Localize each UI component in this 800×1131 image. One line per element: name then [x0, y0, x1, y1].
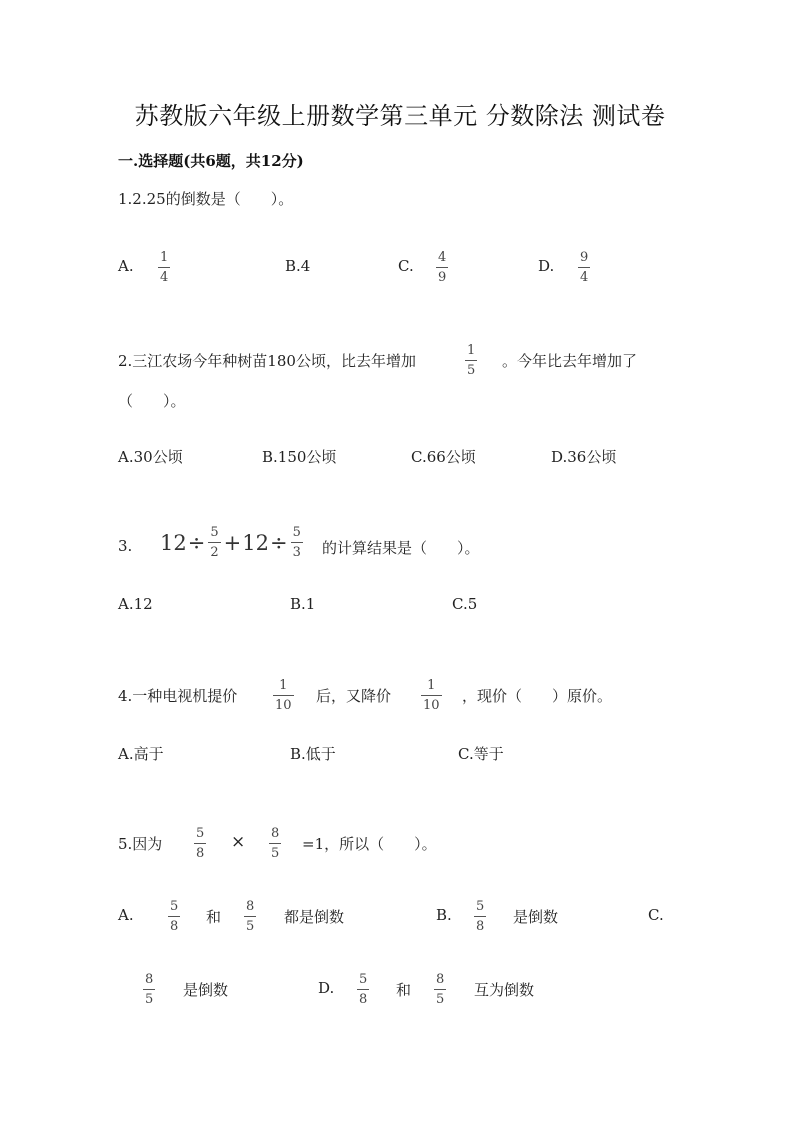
- denominator: 5: [436, 992, 445, 1007]
- q4-option-c: C.等于: [458, 745, 504, 763]
- q5-option-c-text: 是倒数: [183, 981, 229, 999]
- denominator: 8: [359, 992, 368, 1007]
- denominator: 8: [476, 919, 485, 934]
- q5-fraction-1: [194, 827, 206, 860]
- numerator: 4: [438, 250, 447, 265]
- section-heading: 一.选择题(共6题，共12分): [118, 152, 304, 170]
- denominator: 5: [271, 846, 280, 861]
- plus-sign: +: [223, 530, 242, 555]
- numerator: 8: [271, 826, 280, 841]
- q2-option-d: D.36公顷: [551, 448, 617, 466]
- numerator: 1: [160, 250, 169, 265]
- number-12: 12: [242, 530, 269, 555]
- denominator: 4: [580, 270, 589, 285]
- denominator: 5: [246, 919, 255, 934]
- denominator: 2: [210, 545, 219, 560]
- denominator: 5: [145, 992, 154, 1007]
- question-4-stem: 4.一种电视机提价: [118, 687, 238, 705]
- numerator: 8: [436, 972, 445, 987]
- q5-option-a-and: 和: [206, 908, 222, 926]
- q5-option-c-fraction: [143, 973, 155, 1006]
- q3-option-a: A.12: [118, 595, 153, 613]
- q2-fraction: [465, 344, 477, 377]
- numerator: 8: [246, 899, 255, 914]
- numerator: 8: [145, 972, 154, 987]
- question-2-stem: 2.三江农场今年种树苗180公顷，比去年增加: [118, 352, 416, 370]
- numerator: 5: [476, 899, 485, 914]
- question-2-stem-line2: （ ）。: [118, 392, 186, 410]
- q2-option-b: B.150公顷: [262, 448, 337, 466]
- question-2-stem-continued: 。今年比去年增加了: [502, 352, 638, 370]
- q5-option-d-text: 互为倒数: [474, 981, 535, 999]
- fraction-5-3: [291, 526, 303, 559]
- question-1-stem: 1.2.25的倒数是（ ）。: [118, 190, 294, 208]
- q1-option-c-fraction: [436, 251, 448, 284]
- q4-option-b: B.低于: [290, 745, 336, 763]
- q5-option-c-label: C.: [648, 906, 664, 924]
- numerator: 5: [170, 899, 179, 914]
- question-3-expression: [160, 526, 305, 559]
- numerator: 5: [210, 525, 219, 540]
- q1-option-c-label: C.: [398, 257, 414, 275]
- q5-option-d-fraction-2: [434, 973, 446, 1006]
- number-12: 12: [160, 530, 187, 555]
- denominator: 10: [275, 698, 292, 713]
- q1-option-b: B.4: [285, 257, 311, 275]
- numerator: 9: [580, 250, 589, 265]
- q5-option-b-fraction: [474, 900, 486, 933]
- q5-option-a-label: A.: [118, 906, 134, 924]
- denominator: 8: [196, 846, 205, 861]
- q2-option-a: A.30公顷: [118, 448, 183, 466]
- fraction-5-2: [208, 526, 220, 559]
- q5-option-b-text: 是倒数: [513, 908, 559, 926]
- q1-option-a-fraction: [158, 251, 170, 284]
- numerator: 1: [279, 678, 288, 693]
- denominator: 4: [160, 270, 169, 285]
- q3-option-b: B.1: [290, 595, 316, 613]
- q4-fraction-1: [273, 679, 294, 712]
- question-4-stem-post: ，现价（ ）原价。: [462, 687, 613, 705]
- denominator: 5: [467, 363, 476, 378]
- numerator: 1: [467, 343, 476, 358]
- q3-option-c: C.5: [452, 595, 478, 613]
- numerator: 1: [427, 678, 436, 693]
- q1-option-d-label: D.: [538, 257, 555, 275]
- q4-option-a: A.高于: [118, 745, 164, 763]
- denominator: 10: [423, 698, 440, 713]
- denominator: 3: [292, 545, 301, 560]
- question-4-stem-mid: 后，又降价: [316, 687, 392, 705]
- q2-option-c: C.66公顷: [411, 448, 476, 466]
- q5-option-a-fraction-1: [168, 900, 180, 933]
- q4-fraction-2: [421, 679, 442, 712]
- numerator: 5: [196, 826, 205, 841]
- question-3-number: 3.: [118, 537, 133, 555]
- denominator: 8: [170, 919, 179, 934]
- q5-option-a-text: 都是倒数: [284, 908, 345, 926]
- page-title: 苏教版六年级上册数学第三单元 分数除法 测试卷: [134, 102, 666, 130]
- times-sign: ×: [231, 832, 246, 852]
- q5-option-a-fraction-2: [244, 900, 256, 933]
- divide-sign: ÷: [187, 530, 206, 555]
- q5-option-b-label: B.: [436, 906, 452, 924]
- numerator: 5: [292, 525, 301, 540]
- q5-option-d-fraction-1: [357, 973, 369, 1006]
- question-3-stem: 的计算结果是（ ）。: [322, 539, 480, 557]
- q5-option-d-and: 和: [396, 981, 412, 999]
- numerator: 5: [359, 972, 368, 987]
- divide-sign: ÷: [269, 530, 288, 555]
- question-5-stem: 5.因为: [118, 835, 163, 853]
- q5-option-d-label: D.: [318, 979, 335, 997]
- question-5-stem-post: =1，所以（ ）。: [302, 835, 437, 853]
- q1-option-a-label: A.: [118, 257, 134, 275]
- denominator: 9: [438, 270, 447, 285]
- q5-fraction-2: [269, 827, 281, 860]
- q1-option-d-fraction: [578, 251, 590, 284]
